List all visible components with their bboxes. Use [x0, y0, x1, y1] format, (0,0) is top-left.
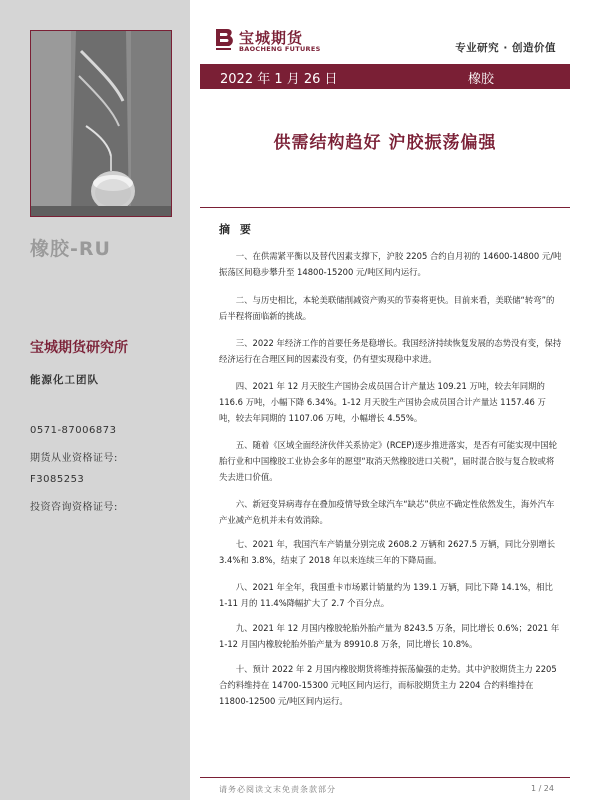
cover-photo-rubber-tree — [30, 30, 172, 217]
advisor-license-label: 投资咨询资格证号: — [30, 502, 118, 513]
report-header-bar — [200, 64, 570, 89]
title-divider — [200, 207, 570, 208]
abstract-paragraph: 九、2021 年 12 月国内橡胶轮胎外胎产量为 8243.5 万条，同比增长 0.6%；2021 年 1-12 月国内橡胶轮胎外胎产量为 89910.8 万条，同比增长 10.8%。 — [219, 623, 560, 650]
brand-logo — [213, 27, 323, 55]
abstract-paragraph: 一、在供需紧平衡以及替代因素支撑下，沪胶 2205 合约自月初的 14600-14800 元/吨振荡区间稳步攀升至 14800-15200 元/吨区间内运行。 — [219, 251, 562, 278]
product-label: 橡胶-RU — [30, 238, 111, 260]
license-label: 期货从业资格证号: — [30, 453, 118, 464]
brand-name-cn: 宝城期货 — [239, 29, 304, 47]
abstract-heading: 摘 要 — [219, 223, 254, 236]
license-number: F3085253 — [30, 474, 85, 485]
report-date: 2022 年 1 月 26 日 — [220, 72, 338, 87]
report-title: 供需结构趋好 沪胶振荡偏强 — [273, 133, 497, 153]
abstract-paragraph: 五、随着《区域全面经济伙伴关系协定》(RCEP)逐步推进落实，是否有可能实现中国轮胎行业和中国橡胶工业协会多年的愿望“取消天然橡胶进口关税”，届时混合胶与复合胶或将失去进口价值。 — [219, 440, 558, 483]
abstract-paragraph: 二、与历史相比，本轮美联储削减资产购买的节奏将更快。目前来看，美联储“转弯”的后半程将面临新的挑战。 — [219, 295, 555, 322]
brand-slogan: 专业研究 · 创造价值 — [455, 42, 556, 54]
sidebar — [0, 0, 190, 800]
abstract-paragraph: 七、2021 年，我国汽车产销量分别完成 2608.2 万辆和 2627.5 万辆，同比分别增长 3.4%和 3.8%，结束了 2018 年以来连续三年的下降局面。 — [219, 539, 556, 566]
page-number: 1 / 24 — [530, 784, 554, 793]
rubber-tapping-image — [31, 31, 171, 216]
brand-name-en: BAOCHENG FUTURES — [239, 45, 321, 53]
baocheng-logo-icon — [213, 27, 235, 53]
phone-number: 0571-87006873 — [30, 425, 117, 436]
report-product: 橡胶 — [467, 72, 494, 87]
abstract-paragraph: 八、2021 年全年，我国重卡市场累计销量约为 139.1 万辆，同比下降 14.1%，相比 1-11 月的 11.4%降幅扩大了 2.7 个百分点。 — [219, 582, 553, 609]
institute-name: 宝城期货研究所 — [30, 340, 128, 356]
abstract-paragraph: 三、2022 年经济工作的首要任务是稳增长。我国经济持续恢复发展的态势没有变，保持经济运行在合理区间的因素没有变，仍有望实现稳中求进。 — [219, 338, 562, 365]
abstract-paragraph: 四、2021 年 12 月天胶生产国协会成员国合计产量达 109.21 万吨，较去年同期的 116.6 万吨，小幅下降 6.34%。1-12 月天胶生产国协会成员国合计产量达 1157.46 万吨，较去年同期的 1107.06 万吨，小幅增长 4.55%。 — [219, 381, 546, 424]
footer-disclaimer: 请务必阅读文末免责条款部分 — [219, 785, 336, 794]
team-name: 能源化工团队 — [30, 374, 99, 386]
abstract-paragraph: 六、新冠变异病毒存在叠加疫情导致全球汽车“缺芯”供应不确定性依然发生，海外汽车产业减产危机并未有效消除。 — [219, 499, 555, 526]
footer-divider — [200, 777, 570, 778]
abstract-paragraph: 十、预计 2022 年 2 月国内橡胶期货将维持振荡偏强的走势。其中沪胶期货主力 2205 合约料维持在 14700-15300 元吨区间内运行，而标胶期货主力 2204 合约料维持在 11800-12500 元/吨区间内运行。 — [219, 664, 557, 707]
